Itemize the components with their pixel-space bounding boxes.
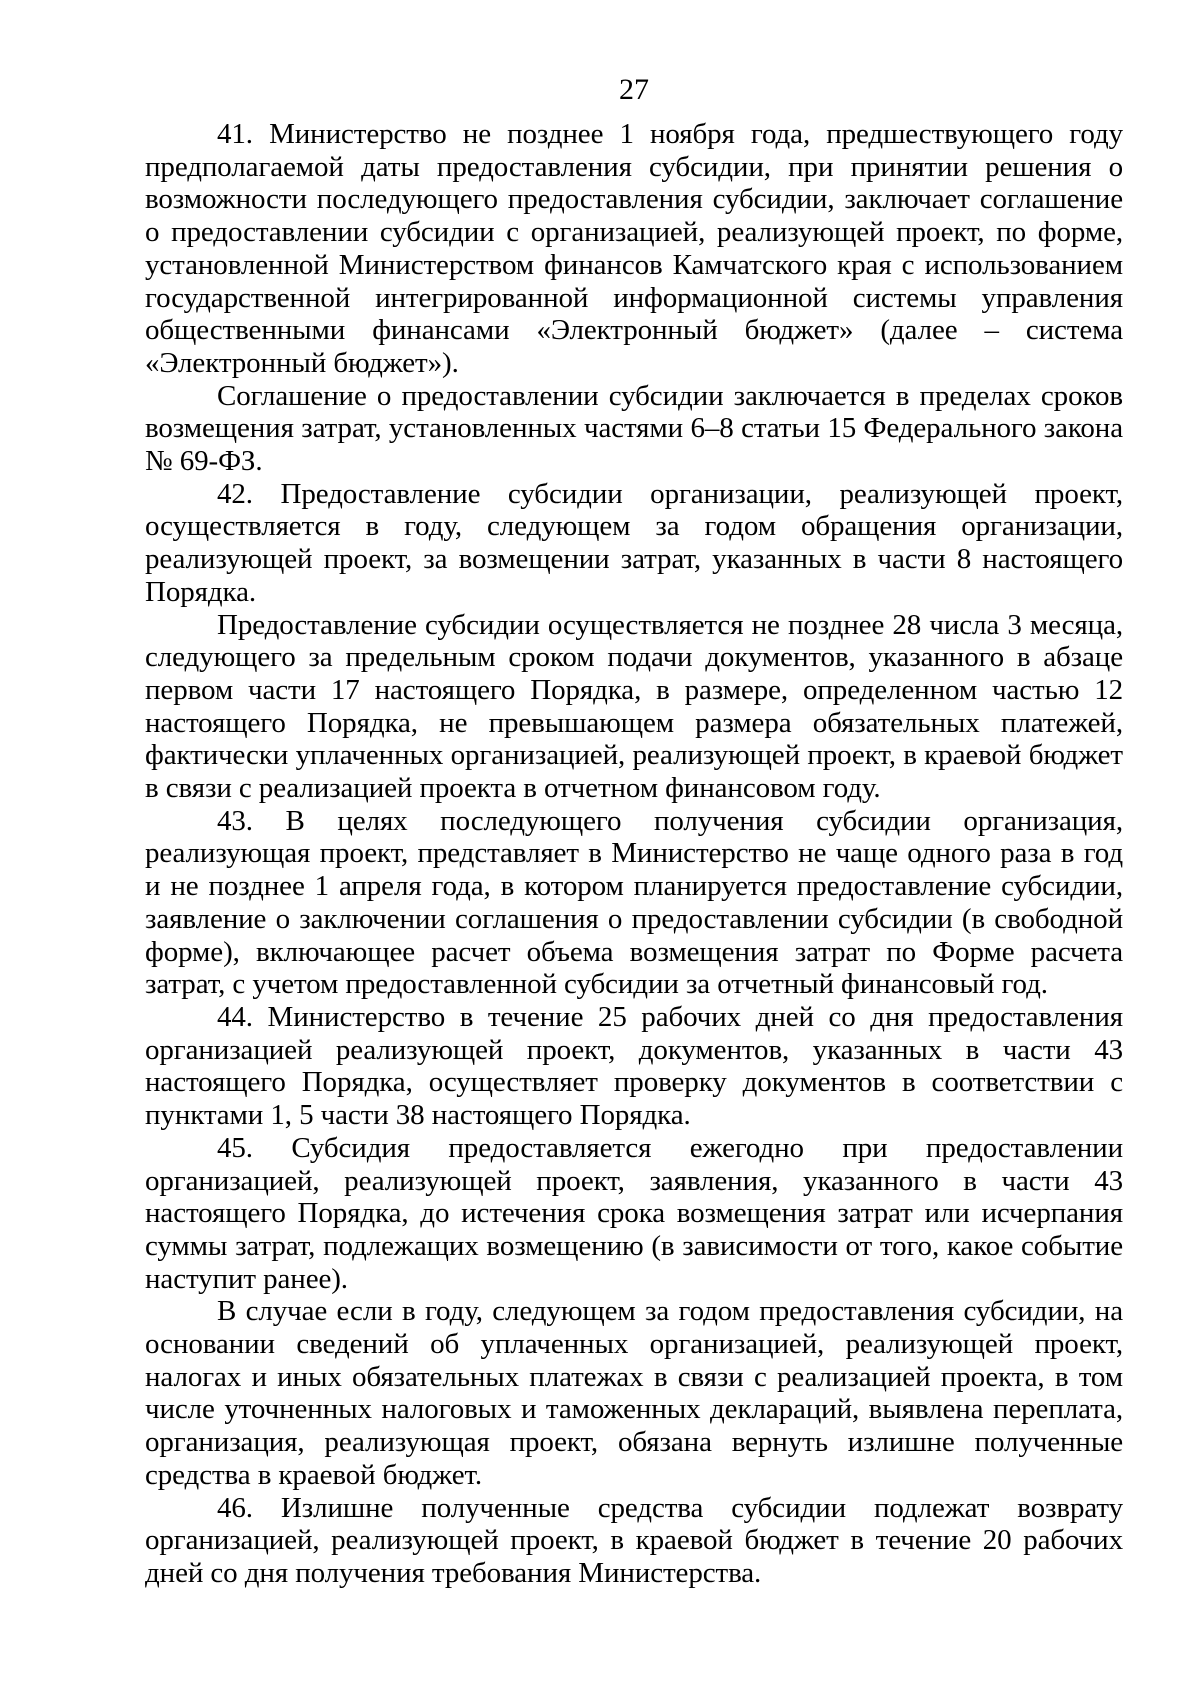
paragraph-44: 44. Министерство в течение 25 рабочих дней со дня предоставления организацией реализующей проект, документов, указанных в части 43 настоящего Порядка, осуществляет проверку документов в соответствии с пунктами 1, 5 части 38 настоящего Порядка. [145, 1000, 1123, 1132]
page-number: 27 [619, 73, 649, 106]
paragraph-42-timing: Предоставление субсидии осуществляется не позднее 28 числа 3 месяца, следующего за предельным сроком подачи документов, указанного в абзаце первом части 17 настоящего Порядка, в размере, определенном частью 12 настоящего Порядка, не превышающем размера обязательных платежей, фактически уплаченных организацией, реализующей проект, в краевой бюджет в связи с реализацией проекта в отчетном финансовом году. [145, 608, 1123, 805]
paragraph-41-agreement: Соглашение о предоставлении субсидии заключается в пределах сроков возмещения затрат, установленных частями 6–8 статьи 15 Федерального закона № 69-ФЗ. [145, 379, 1123, 478]
paragraph-43: 43. В целях последующего получения субсидии организация, реализующая проект, представляет в Министерство не чаще одного раза в год и не позднее 1 апреля года, в котором планируется предоставление субсидии, заявление о заключении соглашения о предоставлении субсидии (в свободной форме), включающее расчет объема возмещения затрат по Форме расчета затрат, с учетом предоставленной субсидии за отчетный финансовый год. [145, 804, 1123, 1001]
paragraph-42: 42. Предоставление субсидии организации, реализующей проект, осуществляется в году, следующем за годом обращения организации, реализующей проект, за возмещении затрат, указанных в части 8 настоящего Порядка. [145, 477, 1123, 608]
paragraph-45-overpayment: В случае если в году, следующем за годом предоставления субсидии, на основании сведений об уплаченных организацией, реализующей проект, налогах и иных обязательных платежах в связи с реализацией проекта, в том числе уточненных налоговых и таможенных деклараций, выявлена переплата, организация, реализующая проект, обязана вернуть излишне полученные средства в краевой бюджет. [145, 1295, 1123, 1491]
paragraph-41: 41. Министерство не позднее 1 ноября года, предшествующего году предполагаемой даты предоставления субсидии, при принятии решения о возможности последующего предоставления субсидии, заключает соглашение о предоставлении субсидии с организацией, реализующей проект, по форме, установленной Министерством финансов Камчатского края с использованием государственной интегрированной информационной системы управления общественными финансами «Электронный бюджет» (далее – система «Электронный бюджет»). [145, 118, 1123, 379]
paragraph-46: 46. Излишне полученные средства субсидии подлежат возврату организацией, реализующей проект, в краевой бюджет в течение 20 рабочих дней со дня получения требования Министерства. [145, 1491, 1123, 1589]
document-page [145, 62, 1123, 1590]
paragraph-45: 45. Субсидия предоставляется ежегодно при предоставлении организацией, реализующей проект, заявления, указанного в части 43 настоящего Порядка, до истечения срока возмещения затрат или исчерпания суммы затрат, подлежащих возмещению (в зависимости от того, какое событие наступит ранее). [145, 1131, 1123, 1295]
